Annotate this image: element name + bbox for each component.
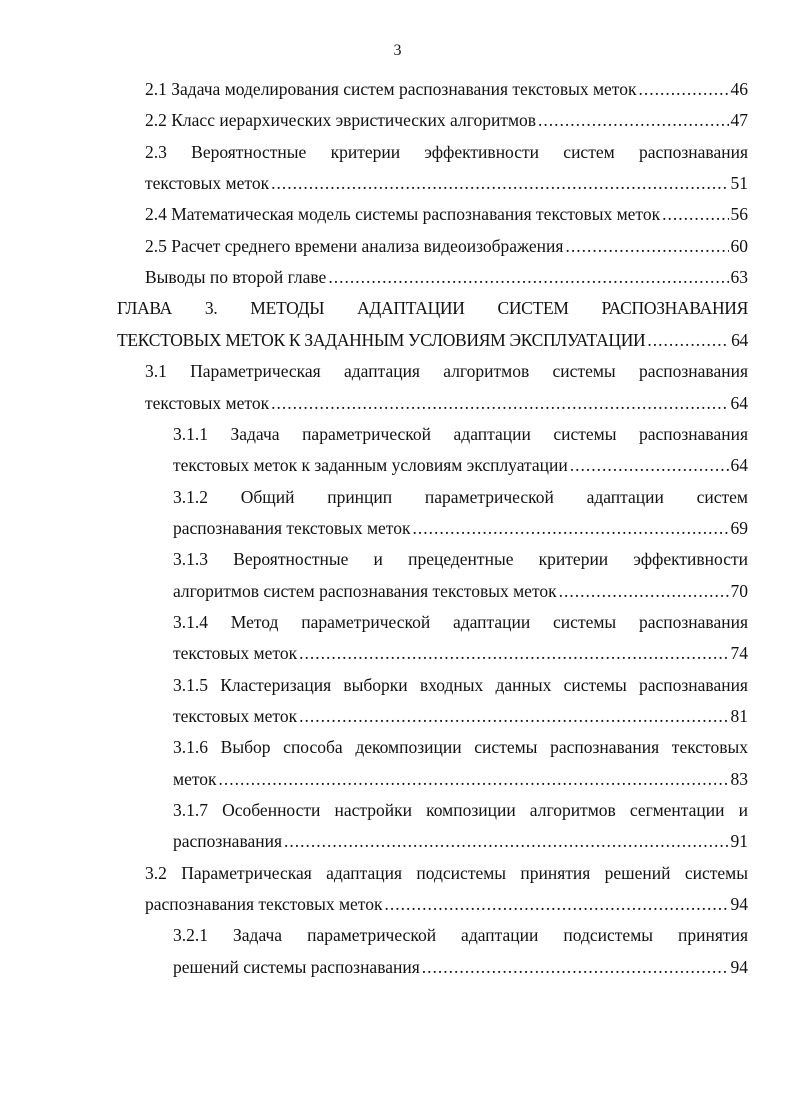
toc-entry-last-line (173, 641, 748, 665)
toc-page-number: 46 (730, 79, 748, 99)
dot-leader (299, 641, 728, 665)
toc-entry-last-line (173, 767, 748, 791)
toc-entry-last-line (145, 171, 748, 195)
toc-entry-text: текстовых меток (145, 173, 270, 194)
toc-entry-text: 3.1.3 Вероятностные и прецедентные критерии эффективности (173, 549, 748, 570)
page-number: 3 (393, 42, 402, 59)
toc-page-number: 69 (730, 517, 748, 538)
toc-entry-text: 3.1.7 Особенности настройки композиции алгоритмов сегментации и (173, 800, 748, 821)
toc-entry-text: распознавания текстовых меток (145, 894, 383, 915)
toc-entry-text: текстовых меток (173, 706, 298, 726)
toc-page-number: 56 (730, 204, 748, 225)
toc-page-number: 51 (730, 173, 748, 194)
toc-entry-last-line (173, 516, 748, 540)
toc-entry-text: 2.5 Расчет среднего времени анализа видеоизображения (145, 235, 564, 256)
dot-leader (662, 202, 728, 226)
toc-entry-text: 3.2 Параметрическая адаптация подсистемы принятия решений системы (145, 862, 748, 883)
toc-entry-text: 3.1.2 Общий принцип параметрической адаптации систем (173, 486, 748, 507)
toc-entry-text: меток (173, 768, 217, 789)
dot-leader (570, 453, 729, 477)
toc-entry-last-line (145, 108, 748, 132)
dot-leader (638, 77, 728, 101)
toc-entry-text: решений системы распознавания (173, 956, 420, 977)
dot-leader (565, 234, 728, 258)
dot-leader (559, 579, 729, 603)
toc-page-number: 47 (730, 110, 748, 131)
dot-leader (647, 328, 729, 352)
toc-page-number: 64 (730, 455, 748, 476)
toc-entry-text: 2.3 Вероятностные критерии эффективности систем распознавания (145, 141, 748, 162)
toc-entry-text: Выводы по второй главе (145, 267, 327, 288)
dot-leader (384, 892, 728, 916)
toc-entry-text: алгоритмов систем распознавания текстовых меток (173, 580, 557, 601)
dot-leader (412, 516, 728, 540)
toc-entry-text: 2.2 Класс иерархических эвристических алгоритмов (145, 110, 537, 131)
toc-page-number: 94 (730, 956, 748, 977)
toc-entry-last-line (145, 892, 748, 916)
dot-leader (271, 391, 728, 415)
toc-entry-text: 3.1 Параметрическая адаптация алгоритмов системы распознавания (145, 361, 748, 382)
toc-entry-last-line (173, 453, 748, 477)
toc-entry-last-line (145, 202, 748, 226)
toc-entry-text: текстовых меток (145, 392, 270, 413)
toc-entry-text: 2.1 Задача моделирования систем распознавания текстовых меток (145, 79, 637, 99)
toc-entry-text: текстовых меток (173, 643, 298, 664)
dot-leader (538, 108, 728, 132)
toc-page-number: 74 (730, 643, 748, 664)
toc-entry-text: 2.4 Математическая модель системы распознавания текстовых меток (145, 204, 661, 225)
dot-leader (271, 171, 728, 195)
toc-entry-last-line (145, 234, 748, 258)
toc-entry-text: ТЕКСТОВЫХ МЕТОК К ЗАДАННЫМ УСЛОВИЯМ ЭКСПЛУАТАЦИИ (117, 329, 646, 350)
toc-page-number: 70 (730, 580, 748, 601)
toc-entry-text: 3.1.4 Метод параметрической адаптации системы распознавания (173, 611, 748, 632)
toc-entry-text: ГЛАВА 3. МЕТОДЫ АДАПТАЦИИ СИСТЕМ РАСПОЗНАВАНИЯ (117, 298, 748, 319)
toc-entry-last-line (173, 955, 748, 979)
toc-entry-text: 3.2.1 Задача параметрической адаптации подсистемы принятия (173, 925, 748, 946)
dot-leader (299, 704, 728, 728)
toc-entry-last-line (145, 391, 748, 415)
toc-entry-last-line (117, 328, 748, 352)
toc-page-number: 81 (730, 706, 748, 726)
toc-page-number: 64 (731, 329, 748, 350)
toc-entry-last-line (173, 829, 748, 853)
dot-leader (422, 955, 729, 979)
dot-leader (328, 265, 728, 289)
toc-page-number: 60 (730, 235, 748, 256)
dot-leader (284, 829, 728, 853)
dot-leader (219, 767, 729, 791)
toc-page-number: 83 (730, 768, 748, 789)
toc-entry-last-line (145, 265, 748, 289)
toc-entry-text: распознавания текстовых меток (173, 517, 411, 538)
toc-page-number: 63 (730, 267, 748, 288)
toc-entry-text: 3.1.5 Кластеризация выборки входных данных системы распознавания (173, 674, 748, 695)
toc-entry-text: 3.1.1 Задача параметрической адаптации системы распознавания (173, 423, 748, 444)
toc-entry-text: распознавания (173, 831, 283, 852)
toc-page-number: 94 (730, 894, 748, 915)
toc-entry-last-line (173, 704, 748, 728)
toc-page-number: 64 (730, 392, 748, 413)
toc-entry-last-line (173, 579, 748, 603)
toc-entry-text: текстовых меток к заданным условиям эксплуатации (173, 455, 568, 476)
toc-entry-last-line (145, 77, 748, 101)
toc-page-number: 91 (730, 831, 748, 852)
toc-entry-text: 3.1.6 Выбор способа декомпозиции системы распознавания текстовых (173, 737, 748, 758)
